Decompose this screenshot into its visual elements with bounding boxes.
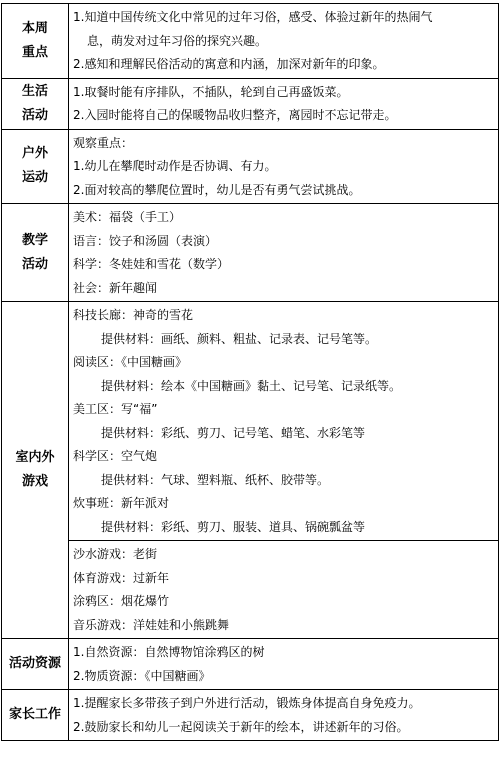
teaching-line-language: 语言：饺子和汤圆（表演） [73,233,218,248]
label-games [2,302,69,639]
row-life-activities [2,78,499,129]
label-line: 本周 [21,20,48,36]
game-area-title: 阅读区：《中国糖画》 [73,355,188,369]
content-life-activities [69,78,499,129]
content-outdoor-sports [69,129,499,204]
resource-material: 2.物质资源：《中国糖画》 [73,668,211,683]
label-line: 活动 [21,107,48,123]
label-line: 活动资源 [8,656,61,671]
game-area-title: 炊事班：新年派对 [73,496,170,510]
label-line: 户外 [21,146,48,162]
weekly-plan-table [1,3,499,741]
content-activity-resources [69,639,499,690]
game-area-materials: 提供材料：绘本《中国糖画》黏土、记号笔、记录纸等。 [101,378,402,393]
outdoor-game-sports: 体育游戏：过新年 [73,570,170,585]
focus-line-1: 1.知道中国传统文化中常见的过年习俗，感受、体验过新年的热闹气 [73,10,433,24]
label-life-activities [2,78,69,129]
row-games-indoor [2,302,499,541]
life-line-1: 1.取餐时能有序排队，不插队，轮到自己再盛饭菜。 [73,84,349,99]
content-teaching-activities [69,204,499,302]
label-weekly-focus [2,4,69,79]
label-line: 游戏 [21,474,48,489]
label-parent-work [2,690,69,741]
resource-natural: 1.自然资源：自然博物馆涂鸦区的树 [73,645,265,659]
content-weekly-focus [69,4,499,79]
outdoor-game-sandwater: 沙水游戏：老街 [73,547,158,561]
focus-line-1-cont: 息，萌发对过年习俗的探究兴趣。 [87,33,268,48]
label-line: 家长工作 [8,707,61,722]
label-line: 室内外 [15,450,55,465]
parent-work-1: 1.提醒家长多带孩子到户外进行活动，锻炼身体提高自身免疫力。 [73,696,421,710]
game-area-title: 美工区：写“福” [73,402,158,416]
game-area-materials: 提供材料：彩纸、剪刀、记号笔、蜡笔、水彩笔等 [101,425,366,440]
label-line: 教学 [21,232,48,248]
label-outdoor-sports [2,129,69,204]
outdoor-line-heading: 观察重点： [73,135,134,150]
label-line: 生活 [21,83,48,99]
label-line: 重点 [21,44,48,60]
label-line: 运动 [21,170,48,186]
teaching-line-art: 美术：福袋（手工） [73,210,182,224]
outdoor-game-music: 音乐游戏：洋娃娃和小熊跳舞 [73,617,230,632]
row-activity-resources [2,639,499,690]
outdoor-game-graffiti: 涂鸦区：烟花爆竹 [73,594,170,608]
row-games-outdoor [2,541,499,639]
game-area-title: 科学区：空气炮 [73,449,158,463]
content-parent-work [69,690,499,741]
content-games-indoor [69,302,499,541]
outdoor-line-1: 1.幼儿在攀爬时动作是否协调、有力。 [73,159,277,173]
label-activity-resources [2,639,69,690]
life-line-2: 2.入园时能将自己的保暖物品收归整齐，离园时不忘记带走。 [73,108,397,122]
teaching-line-science: 科学：冬娃娃和雪花（数学） [73,257,230,271]
row-weekly-focus [2,4,499,79]
teaching-line-society: 社会：新年趣闻 [73,280,158,295]
content-games-outdoor [69,541,499,639]
focus-line-2: 2.感知和理解民俗活动的寓意和内涵，加深对新年的印象。 [73,57,385,71]
row-teaching-activities [2,204,499,302]
game-area-materials: 提供材料：画纸、颜料、粗盐、记录表、记号笔等。 [101,331,378,346]
row-parent-work [2,690,499,741]
label-teaching-activities [2,204,69,302]
game-area-title: 科技长廊：神奇的雪花 [73,308,194,322]
label-line: 活动 [21,256,48,272]
parent-work-2: 2.鼓励家长和幼儿一起阅读关于新年的绘本，讲述新年的习俗。 [73,719,409,734]
outdoor-line-2: 2.面对较高的攀爬位置时，幼儿是否有勇气尝试挑战。 [73,182,361,197]
row-outdoor-sports [2,129,499,204]
game-area-materials: 提供材料：彩纸、剪刀、服装、道具、锅碗瓢盆等 [101,519,366,534]
game-area-materials: 提供材料：气球、塑料瓶、纸杯、胶带等。 [101,472,330,487]
